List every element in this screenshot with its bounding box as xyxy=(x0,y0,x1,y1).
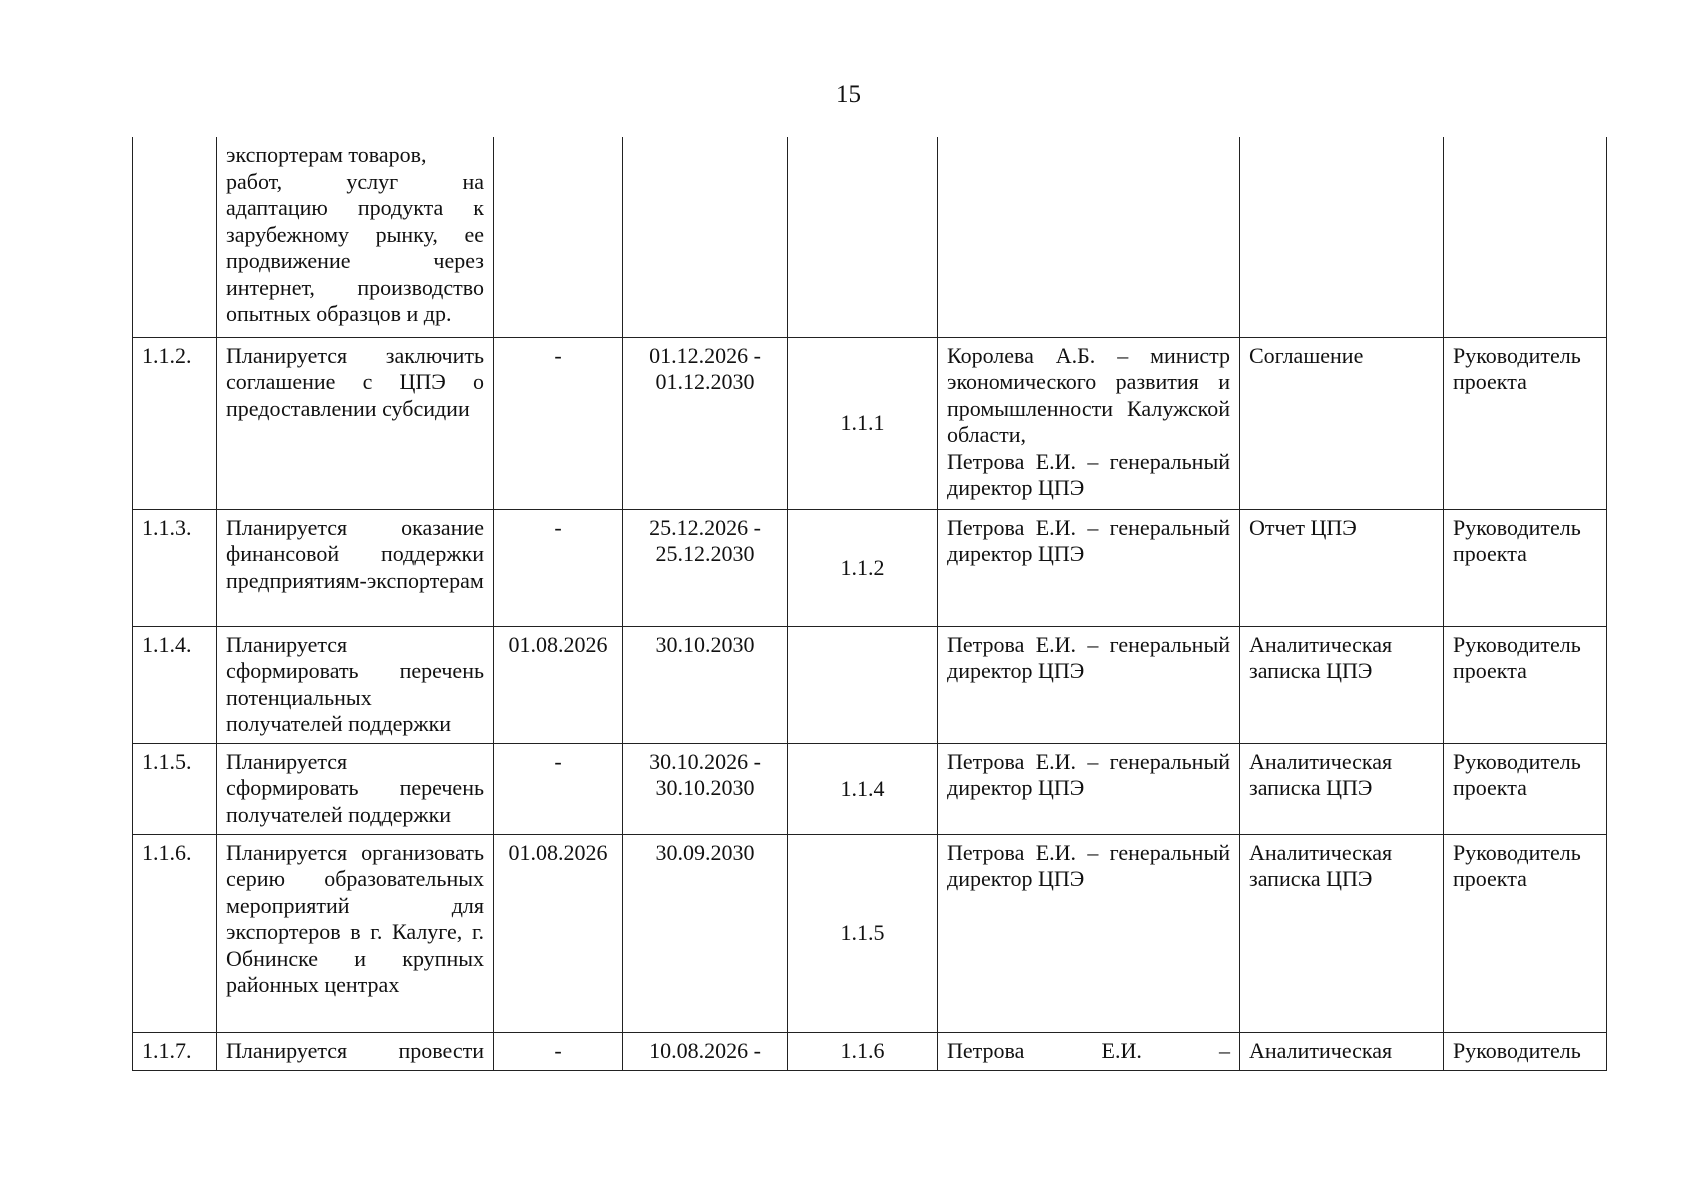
cell-responsible: Петрова Е.И. – генеральный директор ЦПЭ xyxy=(938,626,1240,743)
cell-result: Аналитическая записка ЦПЭ xyxy=(1240,626,1444,743)
cell-num: 1.1.5. xyxy=(133,743,217,834)
cell-link: 1.1.1 xyxy=(788,337,938,509)
cell-end: 01.12.2026 - 01.12.2030 xyxy=(623,337,788,509)
cell-description: Планируется сформировать перечень потенциальных получателей поддержки xyxy=(217,626,494,743)
cell-result xyxy=(1240,137,1444,337)
cell-responsible xyxy=(938,137,1240,337)
cell-link: 1.1.2 xyxy=(788,509,938,626)
cell-end: 30.10.2030 xyxy=(623,626,788,743)
text-line: работ, услуг на xyxy=(226,168,484,194)
cell-description xyxy=(217,1032,494,1070)
responsible-director: Петрова Е.И. – генеральный директор ЦПЭ xyxy=(947,448,1230,500)
cell-description: Планируется организовать серию образовательных мероприятий для экспортеров в г. Калуге, г. Обнинске и крупных районных центрах xyxy=(217,834,494,1032)
cell-result: Аналитическая xyxy=(1240,1032,1444,1070)
cell-controller: Руководитель проекта xyxy=(1444,743,1607,834)
cell-responsible: Петрова Е.И. – генеральный директор ЦПЭ xyxy=(938,509,1240,626)
text-line: продвижение через xyxy=(226,248,484,273)
cell-num xyxy=(133,137,217,337)
responsible-initials: Е.И. xyxy=(1101,1037,1142,1063)
table-row xyxy=(133,626,1607,743)
cell-responsible: Петрова Е.И. – генеральный директор ЦПЭ xyxy=(938,834,1240,1032)
cell-num: 1.1.4. xyxy=(133,626,217,743)
cell-description: Планируется заключить соглашение с ЦПЭ о предоставлении субсидии xyxy=(217,337,494,509)
cell-start: - xyxy=(494,743,623,834)
cell-start: 01.08.2026 xyxy=(494,626,623,743)
responsible-name: Петрова xyxy=(947,1037,1025,1063)
text-line: зарубежному рынку, ее xyxy=(226,221,484,247)
text-line: Планируется провести xyxy=(226,1037,484,1063)
cell-description: Планируется сформировать перечень получателей поддержки xyxy=(217,743,494,834)
cell-responsible xyxy=(938,1032,1240,1070)
text-line: адаптацию продукта к xyxy=(226,195,484,220)
cell-end: 30.09.2030 xyxy=(623,834,788,1032)
responsible-line xyxy=(947,1038,1230,1065)
cell-result: Аналитическая записка ЦПЭ xyxy=(1240,743,1444,834)
cell-start: - xyxy=(494,509,623,626)
cell-end: 25.12.2026 - 25.12.2030 xyxy=(623,509,788,626)
page-number: 15 xyxy=(836,81,861,108)
cell-result: Аналитическая записка ЦПЭ xyxy=(1240,834,1444,1032)
cell-link: 1.1.6 xyxy=(788,1032,938,1070)
cell-controller: Руководитель проекта xyxy=(1444,337,1607,509)
cell-link: 1.1.5 xyxy=(788,834,938,1032)
cell-num: 1.1.6. xyxy=(133,834,217,1032)
table-row xyxy=(133,834,1607,1032)
cell-end: 30.10.2026 - 30.10.2030 xyxy=(623,743,788,834)
cell-num: 1.1.7. xyxy=(133,1032,217,1070)
cell-controller xyxy=(1444,137,1607,337)
cell-end xyxy=(623,137,788,337)
cell-num: 1.1.3. xyxy=(133,509,217,626)
cell-link xyxy=(788,137,938,337)
cell-result: Соглашение xyxy=(1240,337,1444,509)
table-row xyxy=(133,509,1607,626)
cell-result: Отчет ЦПЭ xyxy=(1240,509,1444,626)
cell-start: - xyxy=(494,337,623,509)
table-row-continuation xyxy=(133,137,1607,337)
text-line: опытных образцов и др. xyxy=(226,301,452,326)
table-row xyxy=(133,337,1607,509)
cell-description xyxy=(217,137,494,337)
cell-start xyxy=(494,137,623,337)
cell-num: 1.1.2. xyxy=(133,337,217,509)
text-line: интернет, производство xyxy=(226,274,484,300)
responsible-dash: – xyxy=(1218,1037,1230,1063)
cell-controller: Руководитель проекта xyxy=(1444,626,1607,743)
cell-start: - xyxy=(494,1032,623,1070)
cell-controller: Руководитель xyxy=(1444,1032,1607,1070)
responsible-minister: Королева А.Б. – министр экономического развития и промышленности Калужской области, xyxy=(947,342,1230,447)
cell-description: Планируется оказание финансовой поддержки предприятиям-экспортерам xyxy=(217,509,494,626)
cell-link xyxy=(788,626,938,743)
plan-table xyxy=(132,137,1607,1071)
cell-end: 10.08.2026 - xyxy=(623,1032,788,1070)
table-row xyxy=(133,1032,1607,1070)
table-row xyxy=(133,743,1607,834)
cell-responsible: Петрова Е.И. – генеральный директор ЦПЭ xyxy=(938,743,1240,834)
text-line: экспортерам товаров, xyxy=(226,142,427,167)
cell-start: 01.08.2026 xyxy=(494,834,623,1032)
cell-controller: Руководитель проекта xyxy=(1444,509,1607,626)
cell-responsible xyxy=(938,337,1240,509)
cell-link: 1.1.4 xyxy=(788,743,938,834)
cell-controller: Руководитель проекта xyxy=(1444,834,1607,1032)
